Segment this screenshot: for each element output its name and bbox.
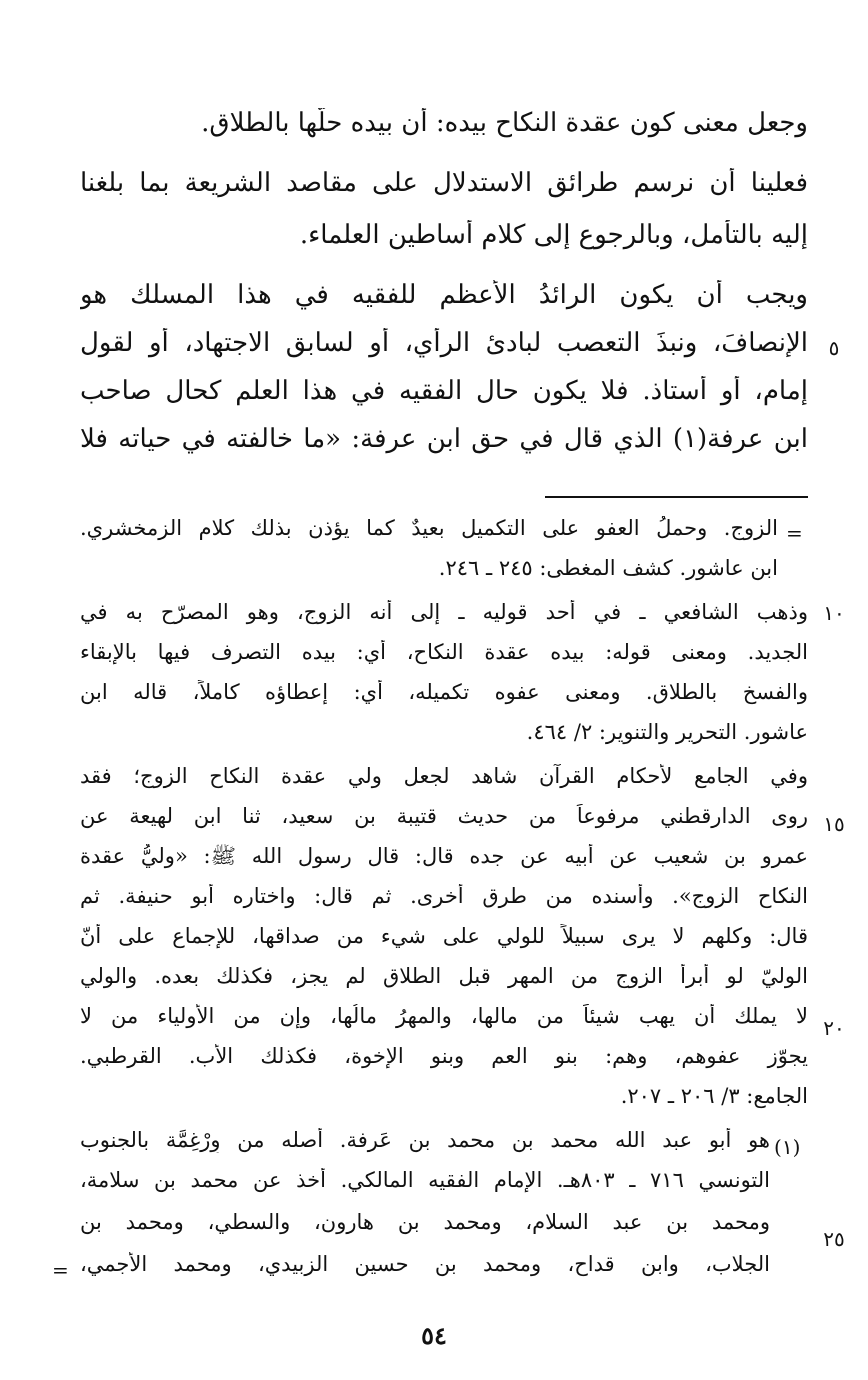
footnote-line: وفي الجامع لأحكام القرآن شاهد لجعل ولي عقدة النكاح الزوج؛ فقد (80, 764, 808, 788)
footnote-line: ابن عاشور. كشف المغطى: ٢٤٥ ـ ٢٤٦. (438, 556, 778, 580)
footnote-line: هو أبو عبد الله محمد بن محمد بن عَرفة. أصله من وِرْغِمَّة بالجنوب (80, 1128, 770, 1152)
footnote-line: النكاح الزوج». وأسنده من طرق أخرى. ثم قال: واختاره أبو حنيفة. ثم (80, 884, 808, 908)
body-line: إليه بالتأمل، وبالرجوع إلى كلام أساطين العلماء. (299, 220, 808, 250)
footnote-continuation-mark: = (52, 1258, 69, 1282)
line-number: ١٠ (823, 601, 845, 625)
page-number: ٥٤ (421, 1321, 447, 1350)
footnote-line: يجوّز عفوهم، وهم: بنو العم وبنو الإخوة، فكذلك الأب. القرطبي. (80, 1044, 808, 1068)
footnote-line: الجديد. ومعنى قوله: بيده عقدة النكاح، أي: بيده التصرف فيها بالإبقاء (80, 640, 808, 664)
body-line: ويجب أن يكون الرائدُ الأعظم للفقيه في هذا المسلك هو (80, 280, 808, 310)
footnote-line: عاشور. التحرير والتنوير: ٢/ ٤٦٤. (526, 720, 808, 744)
footnote-line: الجلاب، وابن قداح، ومحمد بن حسين الزبيدي، ومحمد الأجمي، (80, 1252, 770, 1276)
body-line: ابن عرفة(١) الذي قال في حق ابن عرفة: «ما خالفته في حياته فلا (80, 424, 808, 454)
footnote-separator (545, 496, 808, 498)
footnote-line: عمرو بن شعيب عن أبيه عن جده قال: قال رسول الله ﷺ: «وليُّ عقدة (80, 844, 808, 868)
footnote-line: الوليّ لو أبرأ الزوج من المهر قبل الطلاق لم يجز، فكذلك بعده. والولي (80, 964, 808, 988)
body-line: إمام، أو أستاذ. فلا يكون حال الفقيه في هذا العلم كحال صاحب (80, 376, 808, 406)
line-number: ٥ (828, 336, 840, 360)
footnote-marker: (١) (774, 1135, 801, 1159)
footnote-line: الزوج. وحملُ العفو على التكميل بعيدٌ كما يؤذن بذلك كلام الزمخشري. (80, 516, 778, 540)
body-line: وجعل معنى كون عقدة النكاح بيده: أن بيده حلّها بالطلاق. (201, 108, 808, 138)
line-number: ٢٠ (823, 1016, 845, 1040)
footnote-line: لا يملك أن يهب شيئاً من مالها، والمهرُ مالُها، وإن من الأولياء من لا (80, 1004, 808, 1028)
footnote-line: والفسخ بالطلاق. ومعنى عفوه تكميله، أي: إعطاؤه كاملاً، قاله ابن (80, 680, 808, 704)
line-number: ٢٥ (823, 1227, 845, 1251)
footnote-line: قال: وكلهم لا يرى سبيلاً للولي على شيء من صداقها، للإجماع على أنّ (80, 924, 808, 948)
body-line: الإنصافَ، ونبذَ التعصب لبادئ الرأي، أو لسابق الاجتهاد، أو لقول (80, 328, 808, 358)
footnote-continuation-mark: = (786, 521, 803, 545)
line-number: ١٥ (823, 812, 845, 836)
footnote-line: روى الدارقطني مرفوعاً من حديث قتيبة بن سعيد، ثنا ابن لهيعة عن (80, 804, 808, 828)
body-line: فعلينا أن نرسم طرائق الاستدلال على مقاصد الشريعة بما بلغنا (80, 168, 808, 198)
footnote-line: الجامع: ٣/ ٢٠٦ ـ ٢٠٧. (620, 1084, 808, 1108)
footnote-line: التونسي ٧١٦ ـ ٨٠٣هـ. الإمام الفقيه المالكي. أخذ عن محمد بن سلامة، (80, 1168, 770, 1192)
footnote-line: وذهب الشافعي ـ في أحد قوليه ـ إلى أنه الزوج، وهو المصرّح به في (80, 600, 808, 624)
footnote-line: ومحمد بن عبد السلام، ومحمد بن هارون، والسطي، ومحمد بن (80, 1210, 770, 1234)
